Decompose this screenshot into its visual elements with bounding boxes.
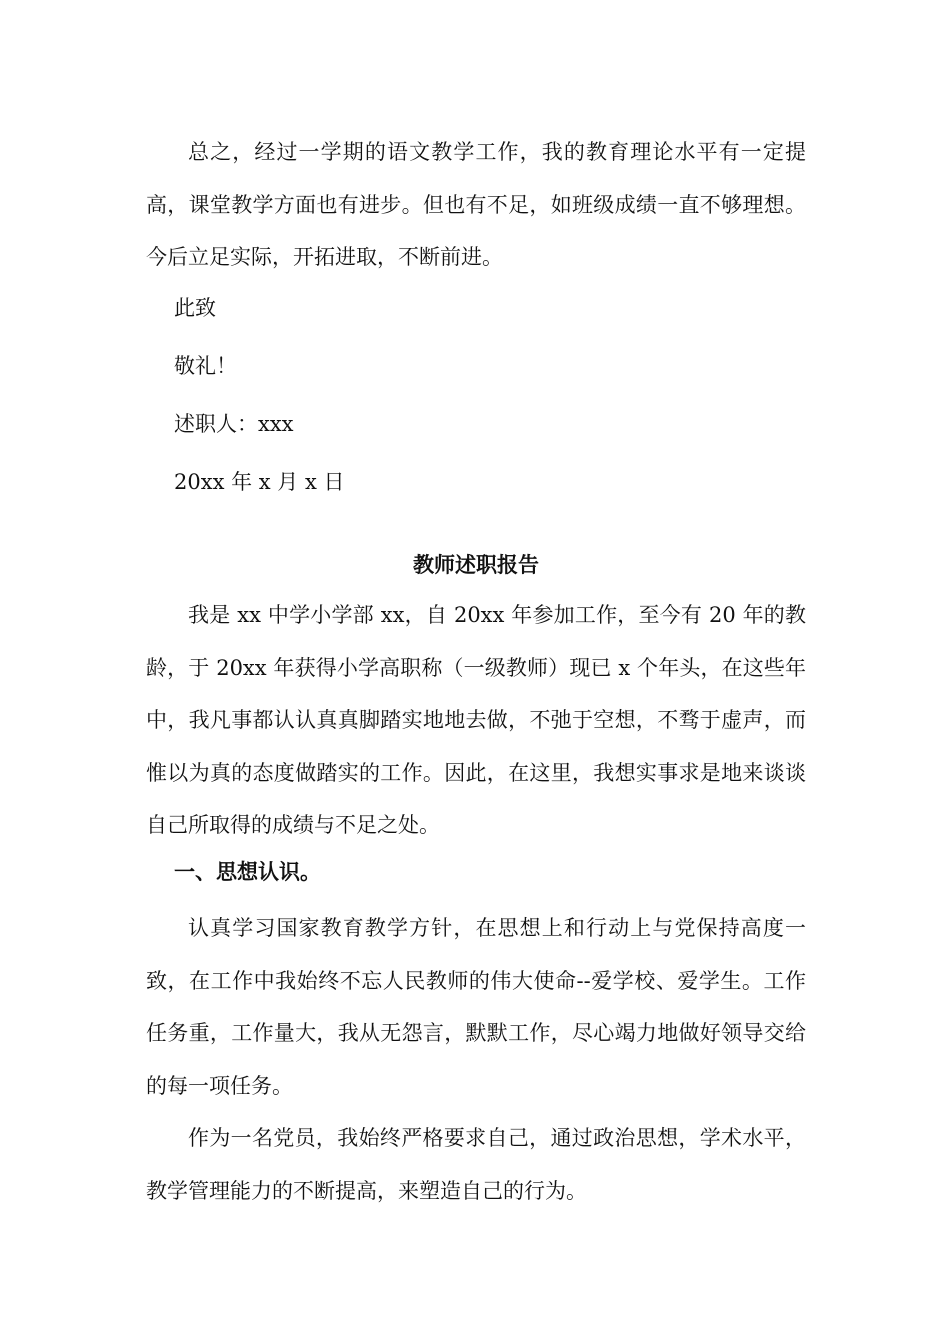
section-heading-thought: 一、思想认识。 [174, 859, 321, 884]
section-1-paragraph-2: 作为一名党员，我始终严格要求自己，通过政治思想，学术水平，教学管理能力的不断提高，来塑造自己的行为。 [146, 1126, 806, 1203]
report-title: 教师述职报告 [413, 552, 539, 577]
date-line: 20xx 年 x 月 x 日 [174, 470, 345, 494]
closing-paragraph: 总之，经过一学期的语文教学工作，我的教育理论水平有一定提高，课堂教学方面也有进步。但也有不足，如班级成绩一直不够理想。今后立足实际，开拓进取，不断前进。 [146, 140, 806, 269]
intro-paragraph: 我是 xx 中学小学部 xx，自 20xx 年参加工作，至今有 20 年的教龄，于 20xx 年获得小学高职称（一级教师）现已 x 个年头，在这些年中，我凡事都认认真真脚踏实地地去做，不弛于空想，不骛于虚声，而惟以为真的态度做踏实的工作。因此，在这里，我想实事求是地来谈谈自己所取得的成绩与不足之处。 [146, 603, 806, 837]
signature-line: 述职人：xxx [174, 412, 294, 436]
section-1-paragraph-1: 认真学习国家教育教学方针，在思想上和行动上与党保持高度一致，在工作中我始终不忘人民教师的伟大使命--爱学校、爱学生。工作任务重，工作量大，我从无怨言，默默工作，尽心竭力地做好领导交给的每一项任务。 [146, 916, 806, 1098]
salutation-jingli: 敬礼！ [174, 354, 237, 378]
salutation-cizhi: 此致 [174, 296, 216, 320]
